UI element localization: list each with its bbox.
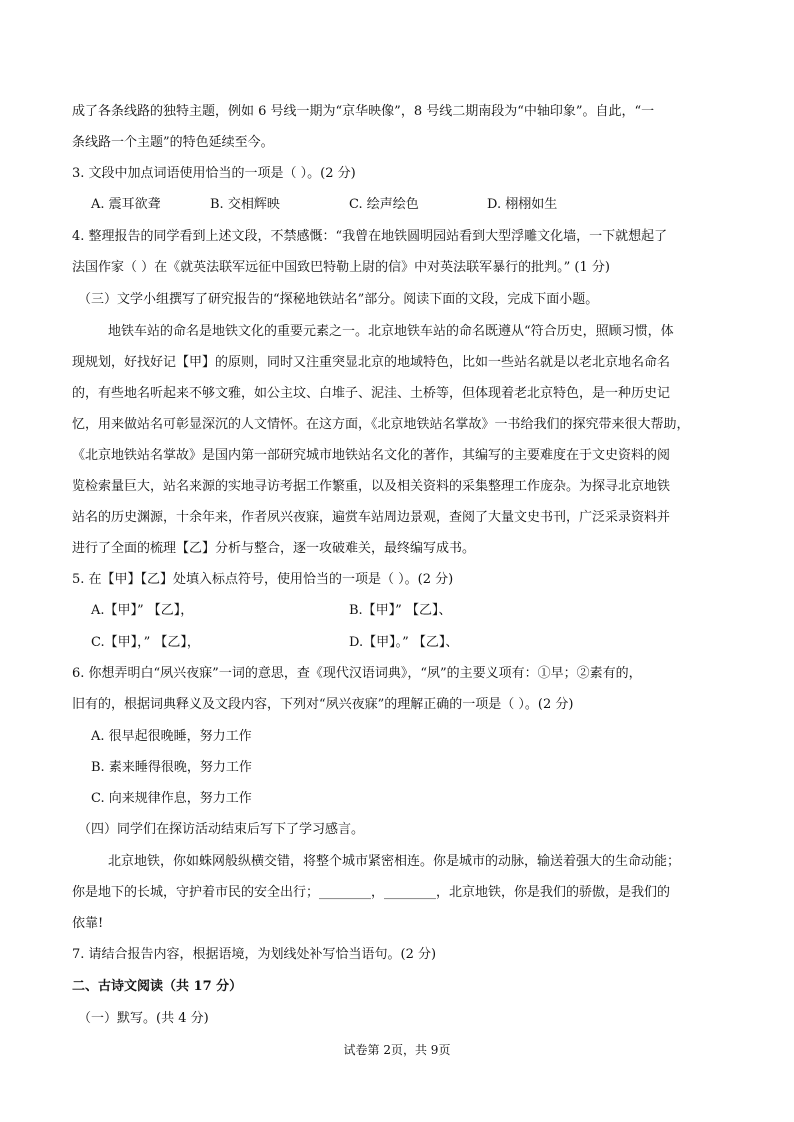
q3-option-a: A. 震耳欲聋 xyxy=(91,197,161,212)
reflection-line: 依靠! xyxy=(72,916,104,931)
paragraph-line: 条线路一个主题”的特色延续至今。 xyxy=(72,135,274,150)
reflection-line: 你是地下的长城，守护着市民的安全出行；________，________，北京地铁，你是我们的骄傲，是我们的 xyxy=(72,885,671,900)
q6-option-a: A. 很早起很晚睡，努力工作 xyxy=(91,729,252,744)
reflection-line: 北京地铁，你如蛛网般纵横交错，将整个城市紧密相连。你是城市的动脉，输送着强大的生命动能； xyxy=(108,854,681,869)
q5-option-d: D.【甲】。” 【乙】、 xyxy=(349,635,459,650)
q6-option-b: B. 素来睡得很晚，努力工作 xyxy=(91,760,252,775)
q3-option-c: C. 绘声绘色 xyxy=(349,197,419,212)
q5-option-c: C.【甲】，” 【乙】， xyxy=(91,635,200,650)
q6-option-c: C. 向来规律作息，努力工作 xyxy=(91,791,252,806)
paragraph-line: 成了各条线路的独特主题，例如 6 号线一期为“京华映像”，8 号线二期南段为“中轴印象”。自此，“一 xyxy=(72,104,655,119)
q5-option-b: B.【甲】” 【乙】、 xyxy=(349,603,452,618)
subsection-1-heading: （一）默写。(共 4 分) xyxy=(78,1011,209,1026)
question-7: 7. 请结合报告内容，根据语境，为划线处补写恰当语句。(2 分) xyxy=(72,947,437,962)
passage-line: 地铁车站的命名是地铁文化的重要元素之一。北京地铁车站的命名既遵从“符合历史，照顾习惯，体 xyxy=(108,324,674,339)
question-6: 6. 你想弄明白“夙兴夜寐”一词的意思，查《现代汉语词典》，“夙”的主要义项有：①早；②素有的， xyxy=(72,666,642,681)
question-5: 5. 在【甲】【乙】处填入标点符号，使用恰当的一项是（ ）。(2 分) xyxy=(72,572,454,587)
q3-option-d: D. 栩栩如生 xyxy=(487,197,558,212)
passage-line: 的，有些地名听起来不够文雅，如公主坟、白堆子、泥洼、土桥等，但体现着老北京特色，是一种历史记 xyxy=(72,386,671,401)
passage-line: 览检索量巨大，站名来源的实地寻访考据工作繁重，以及相关资料的采集整理工作庞杂。为探寻北京地铁 xyxy=(72,479,671,494)
passage-line: 现规划，好找好记【甲】的原则，同时又注重突显北京的地域特色，比如一些站名就是以老北京地名命名 xyxy=(72,355,671,370)
q5-option-a: A.【甲】” 【乙】， xyxy=(91,603,194,618)
question-4: 4. 整理报告的同学看到上述文段，不禁感慨：“我曾在地铁圆明园站看到大型浮雕文化墙，一下就想起了 xyxy=(72,229,668,244)
section-4-heading: （四）同学们在探访活动结束后写下了学习感言。 xyxy=(78,822,365,837)
q3-option-b: B. 交相辉映 xyxy=(210,197,280,212)
question-6-cont: 旧有的，根据词典释义及文段内容，下列对“夙兴夜寐”的理解正确的一项是（ ）。(2 分) xyxy=(72,697,574,712)
passage-line: 忆，用来做站名可彰显深沉的人文情怀。在这方面，《北京地铁站名掌故》一书给我们的探究带来很大帮助， xyxy=(72,417,690,432)
question-4-cont: 法国作家（ ）在《就英法联军远征中国致巴特勒上尉的信》中对英法联军暴行的批判。” (1 分) xyxy=(72,260,610,275)
part-2-heading: 二、古诗文阅读（共 17 分） xyxy=(72,979,243,994)
passage-line: 站名的历史渊源，十余年来，作者夙兴夜寐，遍赏车站周边景观，查阅了大量文史书刊，广泛采录资料并 xyxy=(72,510,671,525)
passage-line: 进行了全面的梳理【乙】分析与整合，逐一攻破难关，最终编写成书。 xyxy=(72,541,476,556)
passage-line: 《北京地铁站名掌故》是国内第一部研究城市地铁站名文化的著作，其编写的主要难度在于文史资料的阅 xyxy=(72,448,671,463)
question-3: 3. 文段中加点词语使用恰当的一项是（ ）。(2 分) xyxy=(72,166,356,181)
page-footer: 试卷第 2页，共 9页 xyxy=(343,1043,451,1057)
section-3-heading: （三）文学小组撰写了研究报告的“探秘地铁站名”部分。阅读下面的文段，完成下面小题。 xyxy=(78,292,599,307)
